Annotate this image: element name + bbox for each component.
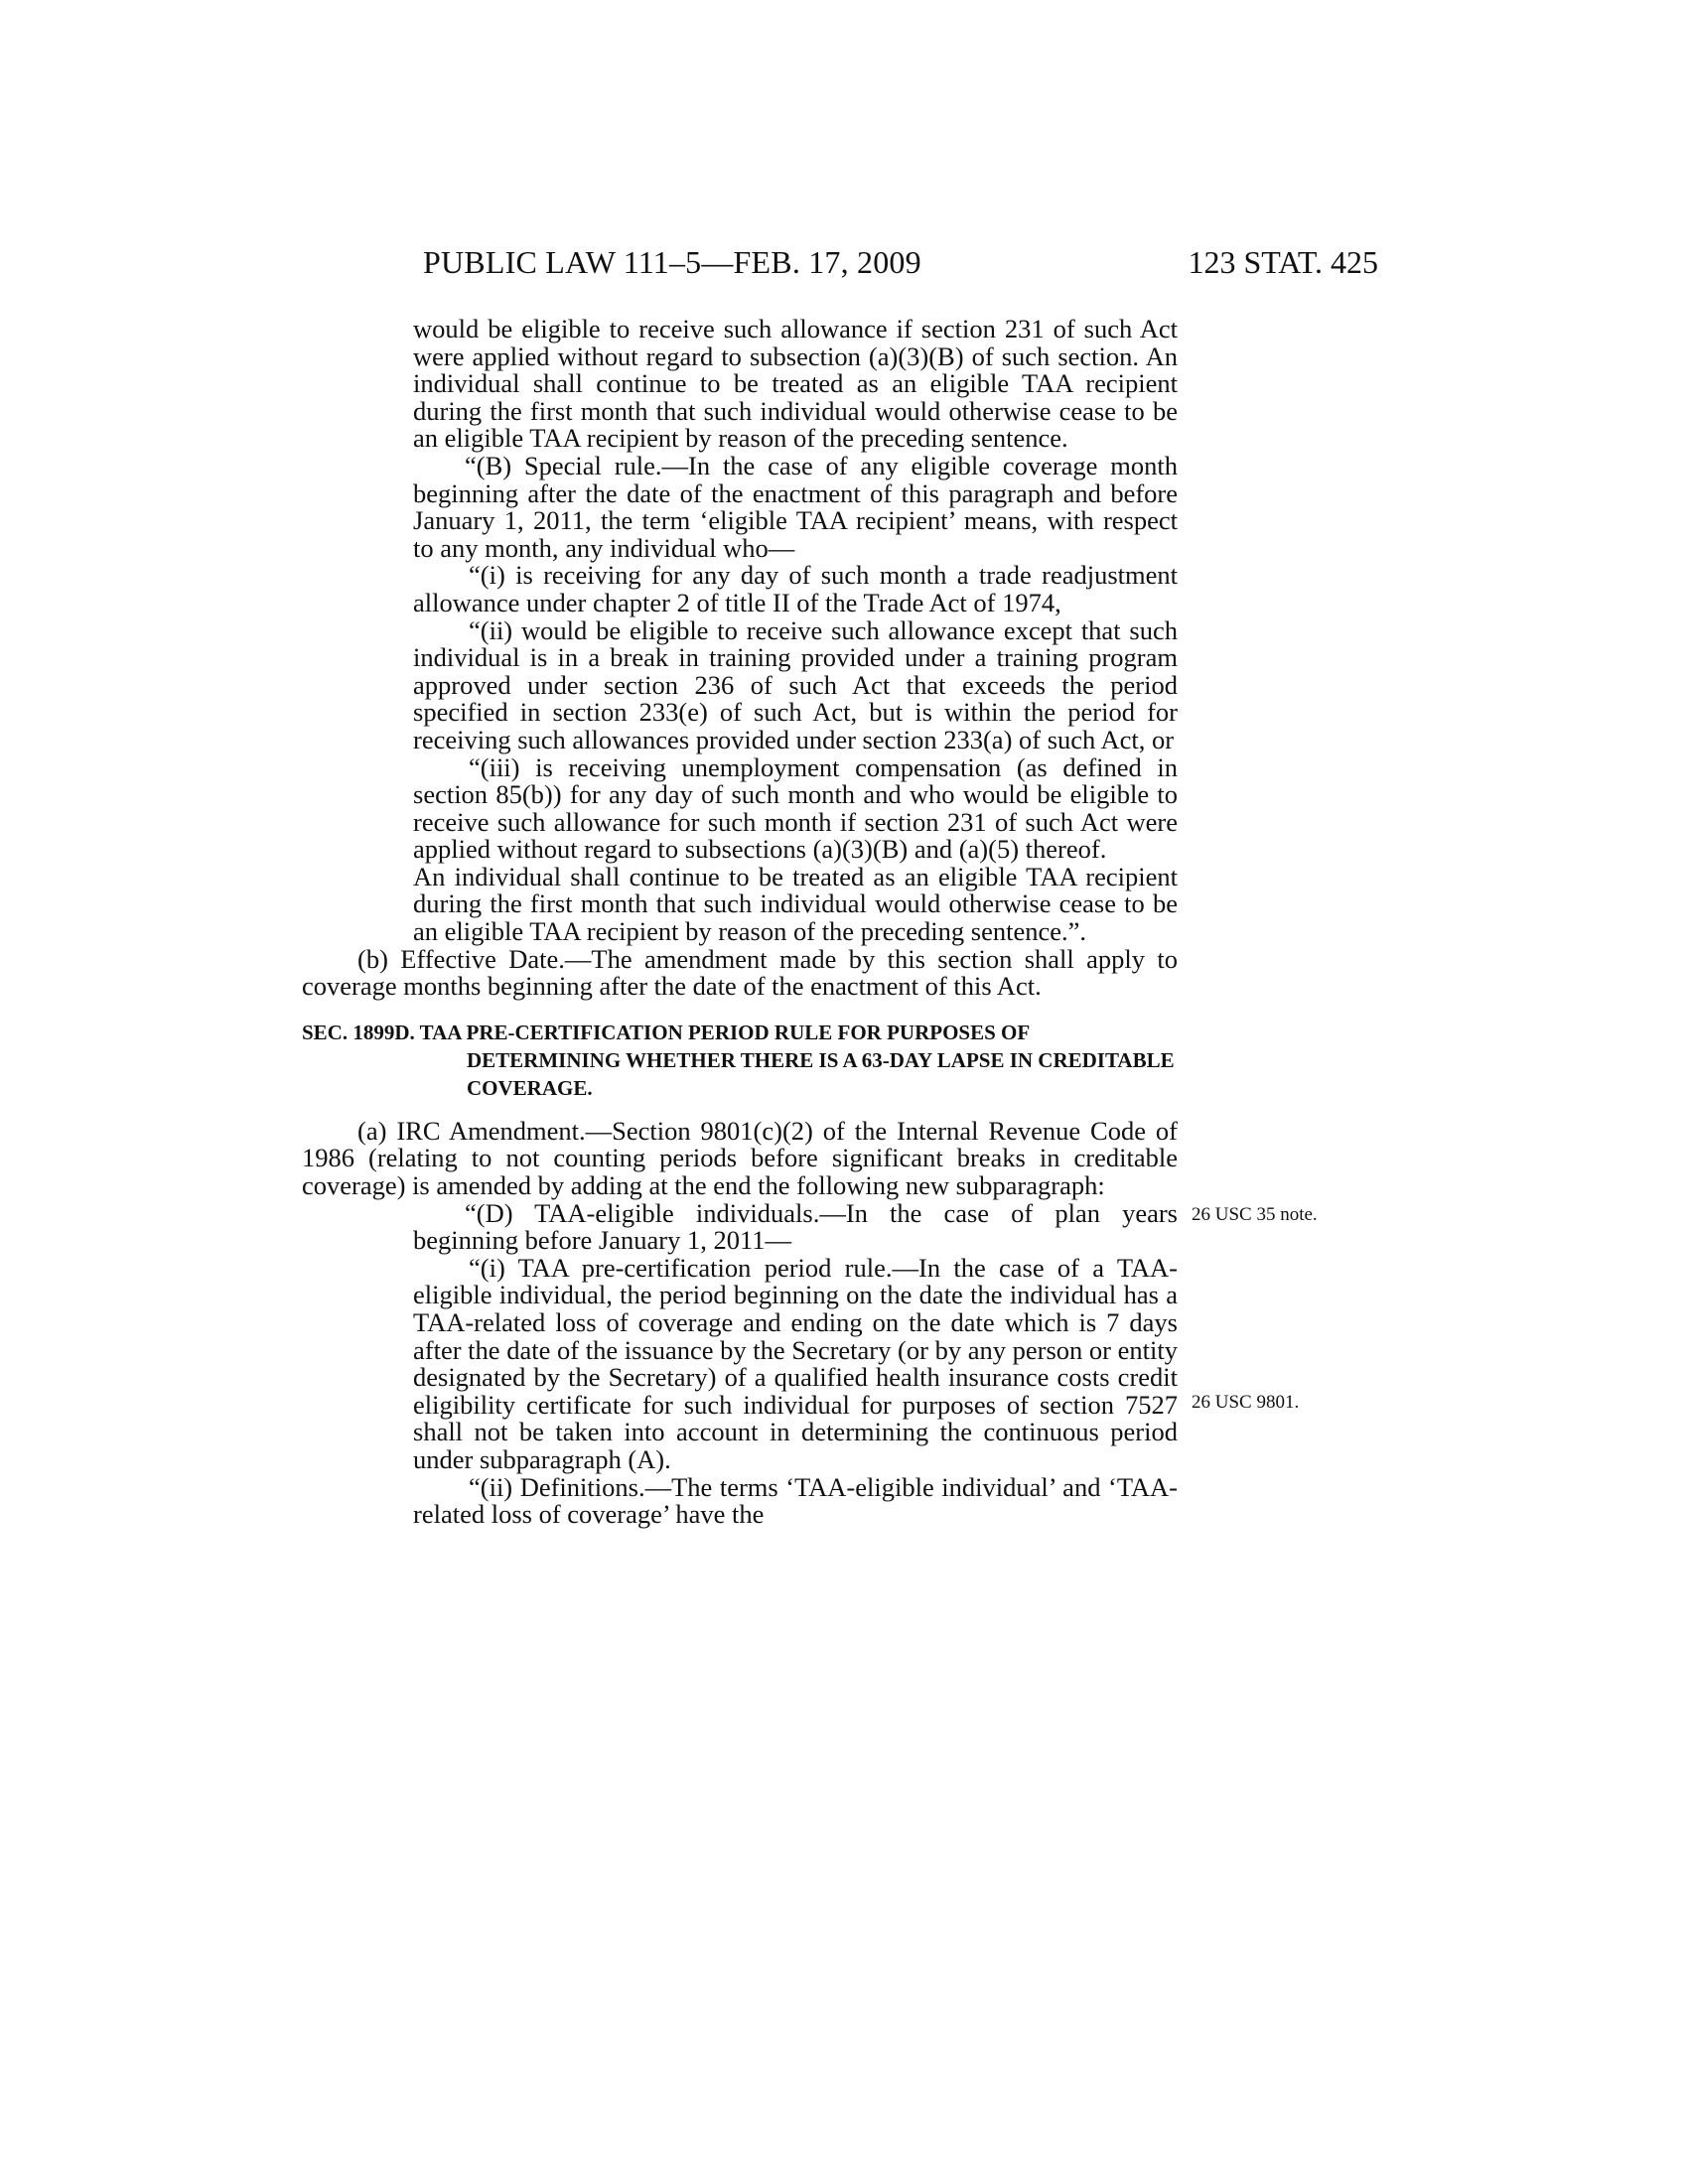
page-number: 123 STAT. 425 [1188, 244, 1378, 280]
section-heading: SEC. 1899D. TAA PRE-CERTIFICATION PERIOD RULE FOR PURPOSES OF DETERMINING WHETHER THERE IS A 63-DAY LAPSE IN CREDITABLE COVERAGE. [302, 1020, 1175, 1100]
paragraph-effective-date: (b) Effective Date.—The amendment made by this section shall apply to coverage months beginning after the date of the enactment of this Act. [302, 943, 1178, 1002]
paragraph-special-rule: “(B) Special rule.—In the case of any eligible coverage month beginning after the date of the enactment of this paragraph and before January 1, 2011, the term ‘eligible TAA recipient’ means, with respect to any month, any individual who— [413, 450, 1178, 563]
running-head: PUBLIC LAW 111–5—FEB. 17, 2009 [423, 244, 921, 280]
clause-ii: “(ii) would be eligible to receive such allowance except that such individual is in a break in training provided under a training program approved under section 236 of such Act that exceeds the period specified in section 233(e) of such Act, but is within the period for receiving such allowances provided under section 233(a) of such Act, or [413, 614, 1178, 754]
margin-note-usc-35: 26 USC 35 note. [1192, 1204, 1318, 1225]
margin-note-usc-9801: 26 USC 9801. [1192, 1392, 1300, 1413]
subparagraph-d: “(D) TAA-eligible individuals.—In the case of plan years beginning before January 1, 2011— [413, 1197, 1178, 1256]
clause-i: “(i) is receiving for any day of such month a trade readjustment allowance under chapter 2 of title II of the Trade Act of 1974, [413, 560, 1178, 617]
clause-iii: “(iii) is receiving unemployment compensation (as defined in section 85(b)) for any day of such month and who would be eligible to receive such allowance for such month if section 231 of such Act were applied without regard to subsections (a)(3)(B) and (a)(5) thereof. [413, 751, 1178, 865]
paragraph-flush: An individual shall continue to be treated as an eligible TAA recipient during the first month that such individual would otherwise cease to be an eligible TAA recipient by reason of the preceding sentence.”. [413, 861, 1178, 947]
paragraph-irc-amendment: (a) IRC Amendment.—Section 9801(c)(2) of the Internal Revenue Code of 1986 (relating to not counting periods before significant breaks in creditable coverage) is amended by adding at the end the following new subparagraph: [302, 1115, 1178, 1201]
paragraph-continuation: would be eligible to receive such allowance if section 231 of such Act were applied without regard to subsection (a)(3)(B) of such section. An individual shall continue to be treated as an eligible TAA recipient during the first month that such individual would otherwise cease to be an eligible TAA recipient by reason of the preceding sentence. [413, 314, 1178, 454]
clause-ii-definitions: “(ii) Definitions.—The terms ‘TAA-eligible individual’ and ‘TAA-related loss of coverage’ have the [413, 1471, 1178, 1530]
body-text [302, 316, 1178, 1529]
page-header [298, 244, 1378, 284]
clause-i-pre-certification: “(i) TAA pre-certification period rule.—In the case of a TAA-eligible individual, the period beginning on the date the individual has a TAA-related loss of coverage and ending on the date which is 7 days after the date of the issuance by the Secretary (or by any person or entity designated by the Secretary) of a qualified health insurance costs credit eligibility certificate for such individual for purposes of section 7527 shall not be taken into account in determining the continuous period under subparagraph (A). [413, 1252, 1178, 1474]
